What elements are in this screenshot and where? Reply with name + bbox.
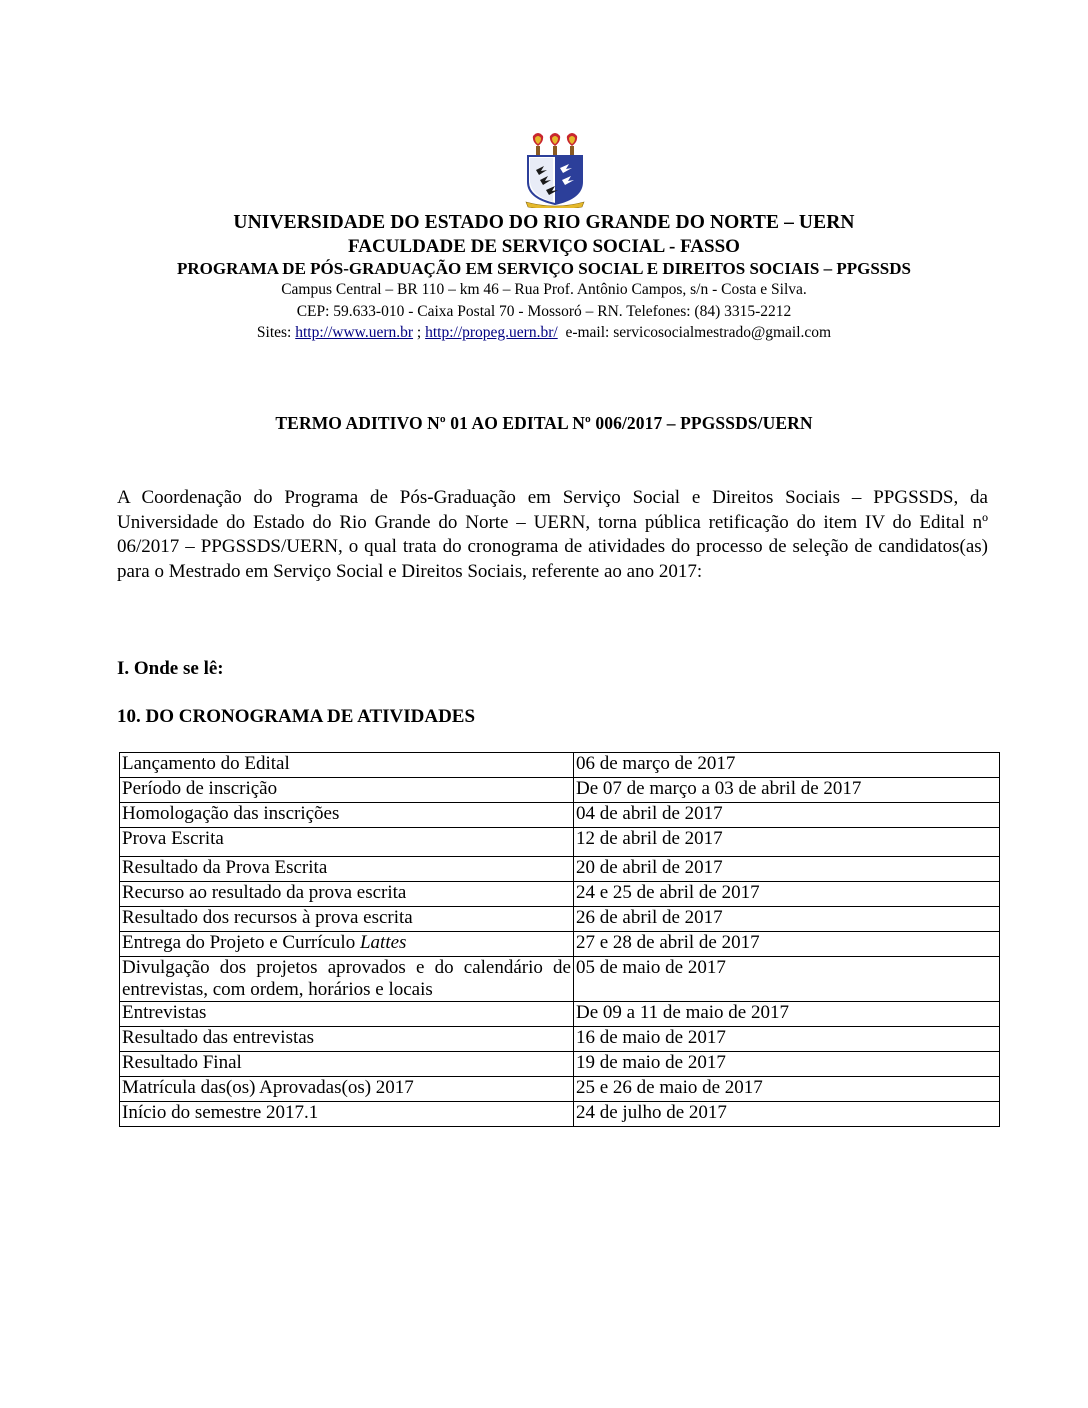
table-row [120, 803, 1000, 828]
program-name: PROGRAMA DE PÓS-GRADUAÇÃO EM SERVIÇO SOCIAL E DIREITOS SOCIAIS – PPGSSDS [177, 259, 911, 278]
activity-cell: Prova Escrita [120, 828, 574, 857]
activity-cell [120, 932, 574, 957]
activity-text: Entrega do Projeto e Currículo [122, 932, 360, 953]
activity-cell: Resultado Final [120, 1052, 574, 1077]
table-row [120, 882, 1000, 907]
schedule-table [119, 752, 1000, 1127]
uern-coat-of-arms-icon [522, 132, 588, 208]
document-title: TERMO ADITIVO Nº 01 AO EDITAL Nº 006/2017 – PPGSSDS/UERN [275, 413, 813, 433]
address-line-1: Campus Central – BR 110 – km 46 – Rua Prof. Antônio Campos, s/n - Costa e Silva. [281, 281, 807, 298]
sites-label: Sites: [256, 324, 292, 341]
sites-separator: ; [416, 324, 422, 341]
activity-cell: Homologação das inscrições [120, 803, 574, 828]
table-row [120, 1027, 1000, 1052]
table-row [120, 907, 1000, 932]
table-row [120, 1052, 1000, 1077]
section-heading-cronograma: 10. DO CRONOGRAMA DE ATIVIDADES [117, 706, 476, 727]
date-cell: 20 de abril de 2017 [574, 857, 1000, 882]
date-cell: 06 de março de 2017 [574, 753, 1000, 778]
date-cell: 19 de maio de 2017 [574, 1052, 1000, 1077]
date-cell: 04 de abril de 2017 [574, 803, 1000, 828]
site-link-uern[interactable]: http://www.uern.br [295, 324, 414, 341]
sites-line [0, 322, 1088, 344]
faculty-name: FACULDADE DE SERVIÇO SOCIAL - FASSO [348, 236, 740, 257]
institution-header [0, 211, 1088, 344]
date-cell: 12 de abril de 2017 [574, 828, 1000, 857]
date-cell: De 09 a 11 de maio de 2017 [574, 1002, 1000, 1027]
date-cell: De 07 de março a 03 de abril de 2017 [574, 778, 1000, 803]
date-cell: 26 de abril de 2017 [574, 907, 1000, 932]
table-row [120, 828, 1000, 857]
activity-cell: Resultado dos recursos à prova escrita [120, 907, 574, 932]
table-row [120, 1077, 1000, 1102]
activity-cell: Início do semestre 2017.1 [120, 1102, 574, 1127]
intro-paragraph: A Coordenação do Programa de Pós-Graduação em Serviço Social e Direitos Sociais – PPGSSDS, da Universidade do Estado do Rio Grande do Norte – UERN, torna pública retificação do item IV do Edital nº 06/2017 – PPGSSDS/UERN, o qual trata do cronograma de atividades do processo de seleção de candidatos(as) para o Mestrado em Serviço Social e Direitos Sociais, referente ao ano 2017: [117, 487, 988, 582]
activity-italic-text: Lattes [359, 932, 407, 953]
table-row [120, 1002, 1000, 1027]
activity-cell: Resultado das entrevistas [120, 1027, 574, 1052]
table-row [120, 932, 1000, 957]
section-heading-onde-se-le: I. Onde se lê: [117, 658, 224, 679]
address-line-2: CEP: 59.633-010 - Caixa Postal 70 - Mossoró – RN. Telefones: (84) 3315-2212 [296, 302, 792, 320]
activity-cell: Entrevistas [120, 1002, 574, 1027]
date-cell: 16 de maio de 2017 [574, 1027, 1000, 1052]
table-row [120, 957, 1000, 1002]
table-row [120, 753, 1000, 778]
activity-cell: Matrícula das(os) Aprovadas(os) 2017 [120, 1077, 574, 1102]
university-name: UNIVERSIDADE DO ESTADO DO RIO GRANDE DO NORTE – UERN [233, 212, 855, 233]
activity-cell: Recurso ao resultado da prova escrita [120, 882, 574, 907]
date-cell: 25 e 26 de maio de 2017 [574, 1077, 1000, 1102]
date-cell: 27 e 28 de abril de 2017 [574, 932, 1000, 957]
site-link-propeg[interactable]: http://propeg.uern.br/ [425, 324, 558, 341]
email-text: e-mail: servicosocialmestrado@gmail.com [565, 324, 832, 341]
table-row [120, 857, 1000, 882]
date-cell: 05 de maio de 2017 [574, 957, 1000, 1002]
date-cell: 24 de julho de 2017 [574, 1102, 1000, 1127]
table-row [120, 778, 1000, 803]
activity-cell: Resultado da Prova Escrita [120, 857, 574, 882]
table-row [120, 1102, 1000, 1127]
activity-cell: Período de inscrição [120, 778, 574, 803]
activity-cell: Lançamento do Edital [120, 753, 574, 778]
activity-cell: Divulgação dos projetos aprovados e do calendário de entrevistas, com ordem, horários e locais [120, 957, 574, 1002]
date-cell: 24 e 25 de abril de 2017 [574, 882, 1000, 907]
